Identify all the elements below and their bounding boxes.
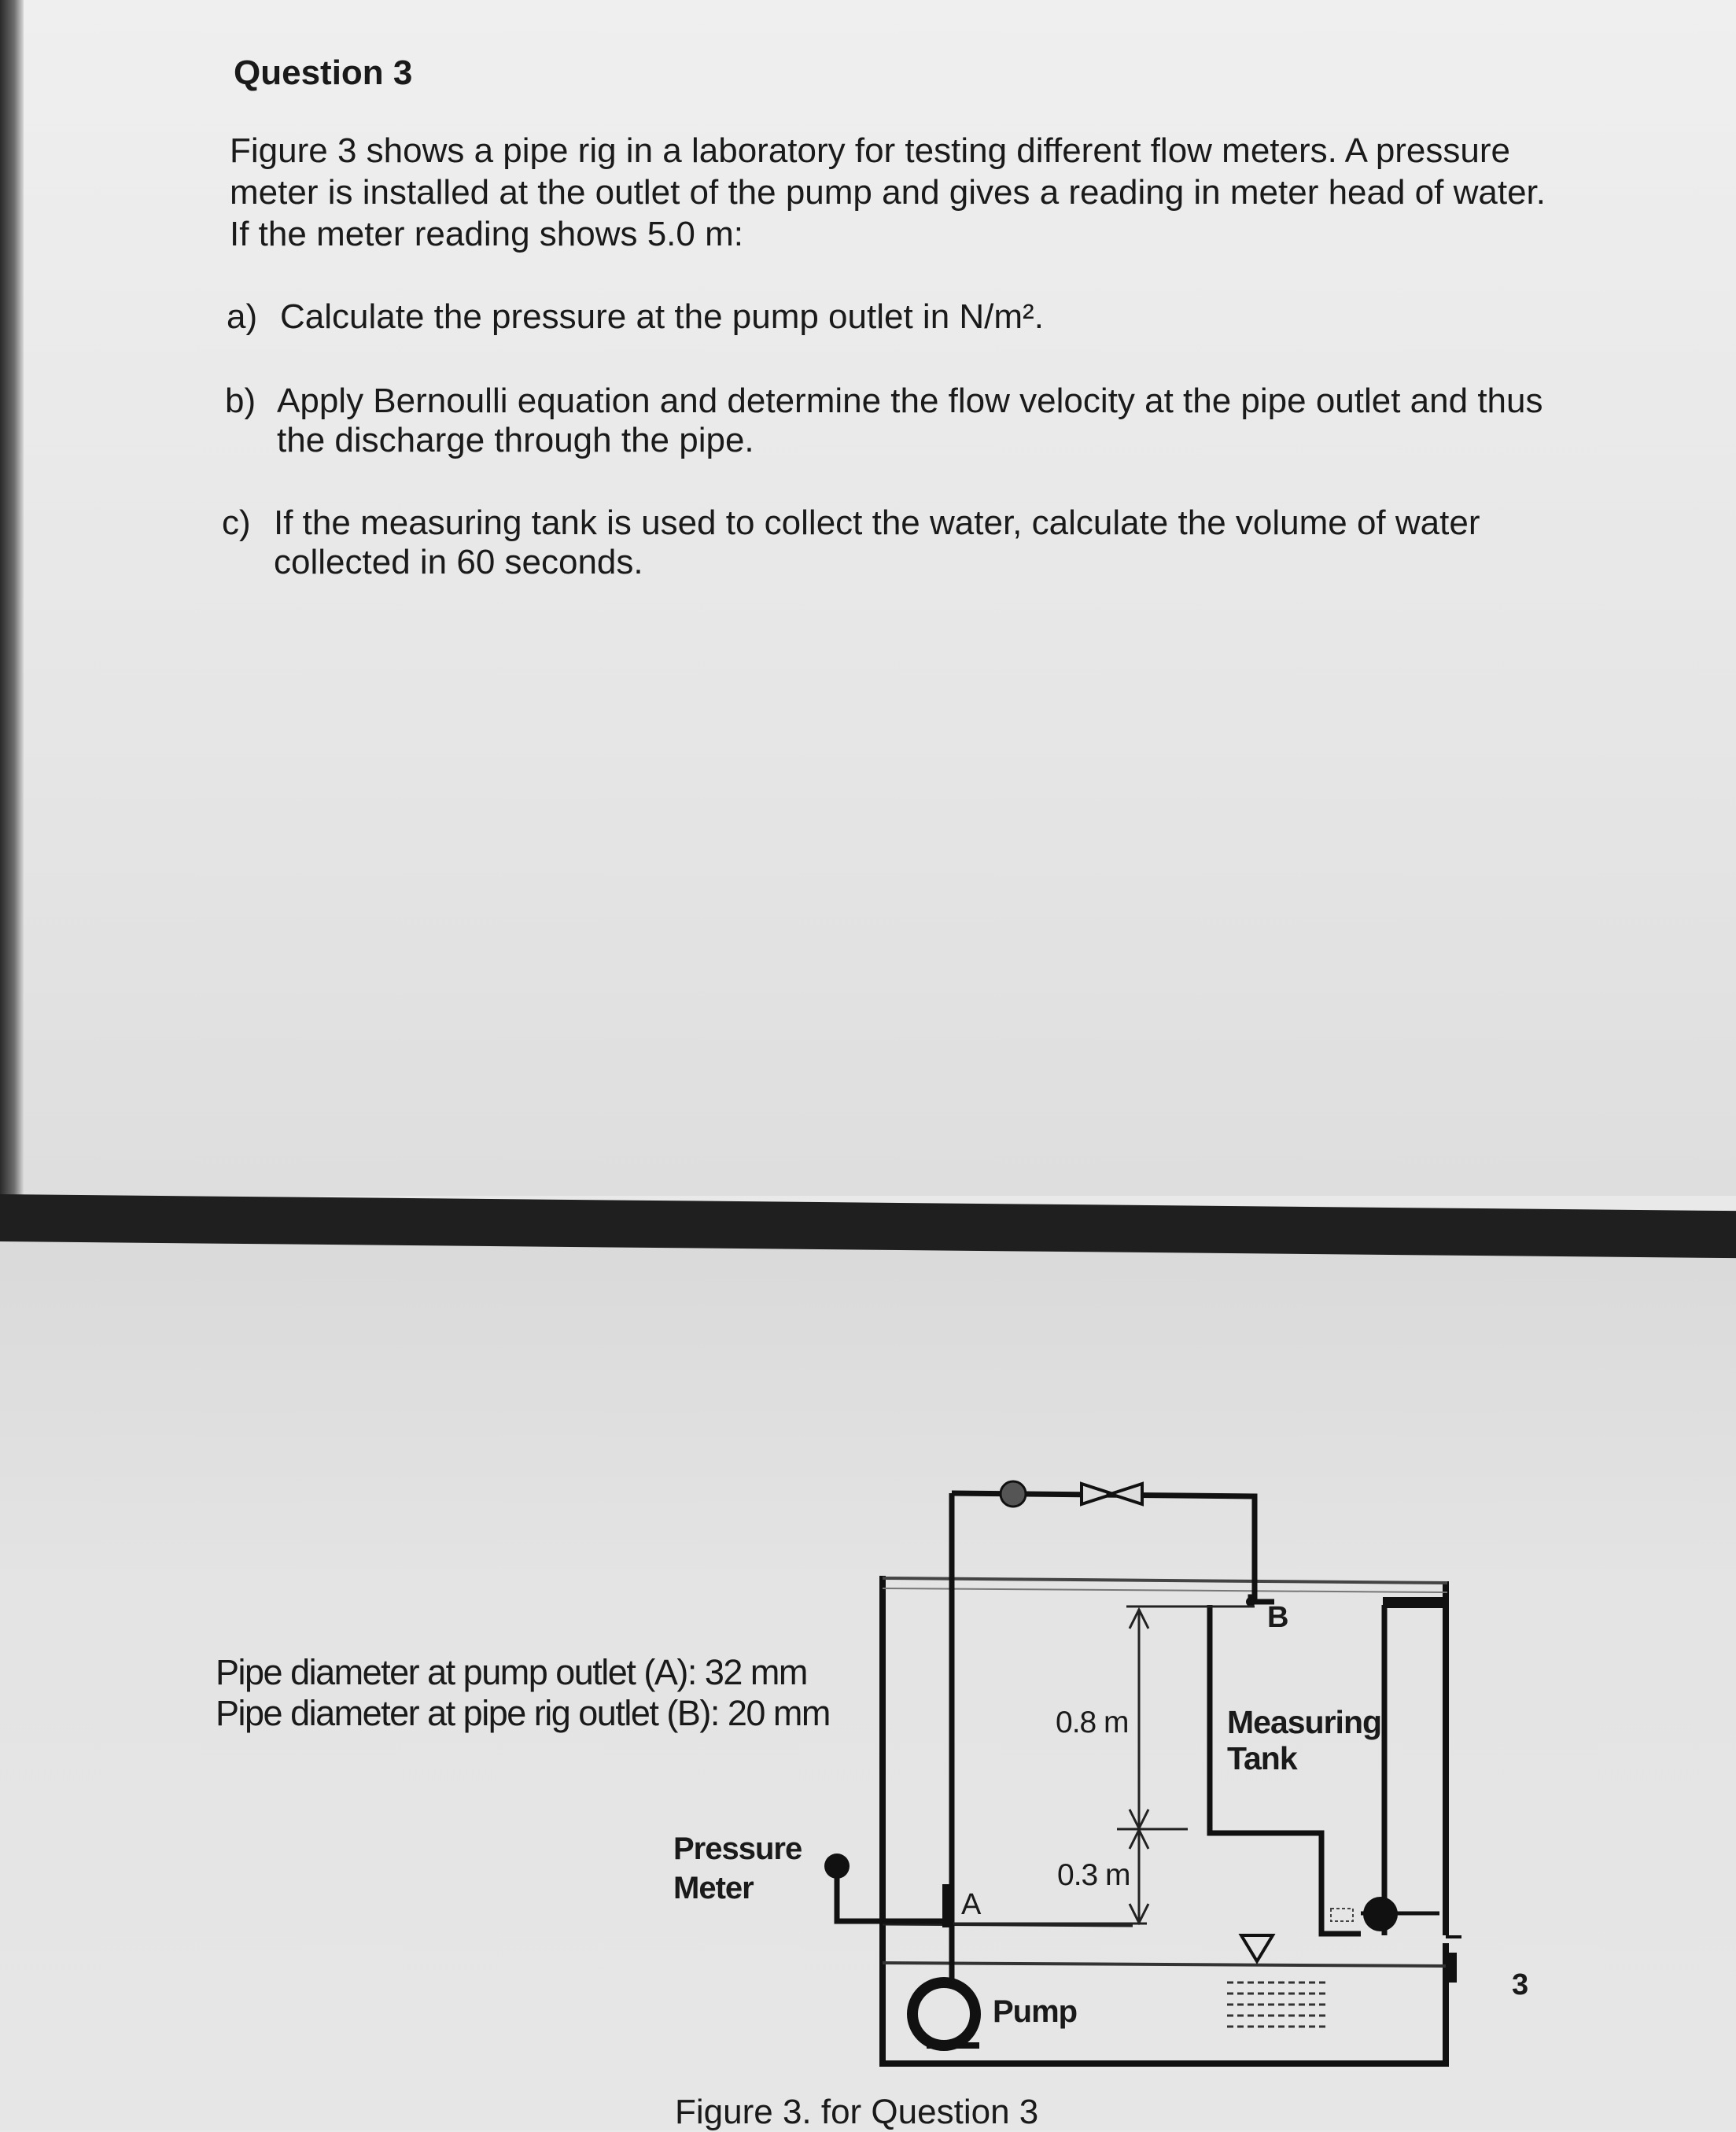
part-a-label: a) — [227, 297, 258, 336]
sump-water-line — [883, 1963, 1446, 1966]
part-b-text: Apply Bernoulli equation and determine the flow velocity at the pipe outlet and thus — [277, 382, 1543, 420]
pressure-meter-line2: Meter — [673, 1871, 754, 1905]
intro-line: If the meter reading shows 5.0 m: — [230, 215, 743, 253]
top-gauge-icon — [1001, 1481, 1026, 1507]
point-b-marker — [1246, 1597, 1255, 1606]
spec-diameter-b: Pipe diameter at pipe rig outlet (B): 20 mm — [216, 1693, 830, 1733]
page-number: 3 — [1512, 1968, 1529, 2001]
drain-fitting — [1331, 1909, 1353, 1921]
part-a-text: Calculate the pressure at the pump outlet in N/m². — [280, 297, 1044, 336]
water-level-icon — [1241, 1935, 1273, 1961]
figure-caption: Figure 3. for Question 3 — [675, 2093, 1039, 2131]
measuring-tank-line2: Tank — [1227, 1740, 1297, 1776]
drain-valve-icon — [1363, 1897, 1398, 1931]
part-c-label: c) — [222, 503, 251, 542]
label-dim-upper: 0.8 m — [1056, 1706, 1129, 1739]
part-c-text: collected in 60 seconds. — [274, 543, 643, 581]
pressure-meter-line1: Pressure — [673, 1831, 802, 1866]
label-measuring-tank — [1227, 1704, 1381, 1776]
label-pump: Pump — [993, 1994, 1078, 2029]
measuring-tank-line1: Measuring — [1227, 1704, 1382, 1740]
pressure-meter-dot — [824, 1854, 850, 1879]
frame-outlet — [1446, 1953, 1457, 1983]
tank-top-cap — [1383, 1597, 1447, 1608]
part-b-label: b) — [225, 382, 256, 420]
label-pressure-meter — [673, 1829, 802, 1908]
pressure-meter-icon — [837, 1867, 944, 1921]
label-point-a: A — [961, 1888, 982, 1921]
pump-icon — [912, 1983, 979, 2045]
water-hatching — [1227, 1983, 1329, 2027]
part-b-text: the discharge through the pipe. — [277, 421, 754, 459]
intro-line: Figure 3 shows a pipe rig in a laboratory for testing different flow meters. A pressure — [230, 131, 1510, 170]
bench-top-inner — [883, 1588, 1447, 1592]
spec-diameter-a: Pipe diameter at pump outlet (A): 32 mm — [216, 1652, 807, 1692]
intro-line: meter is installed at the outlet of the pump and gives a reading in meter head of water. — [230, 173, 1546, 212]
label-dim-lower: 0.3 m — [1057, 1858, 1130, 1892]
label-point-b: B — [1267, 1601, 1289, 1634]
section-a-thick — [942, 1884, 953, 1927]
part-c-text: If the measuring tank is used to collect the water, calculate the volume of water — [274, 503, 1480, 542]
question-heading: Question 3 — [234, 53, 413, 92]
valve-icon — [1082, 1484, 1142, 1504]
bench-top — [883, 1578, 1447, 1583]
